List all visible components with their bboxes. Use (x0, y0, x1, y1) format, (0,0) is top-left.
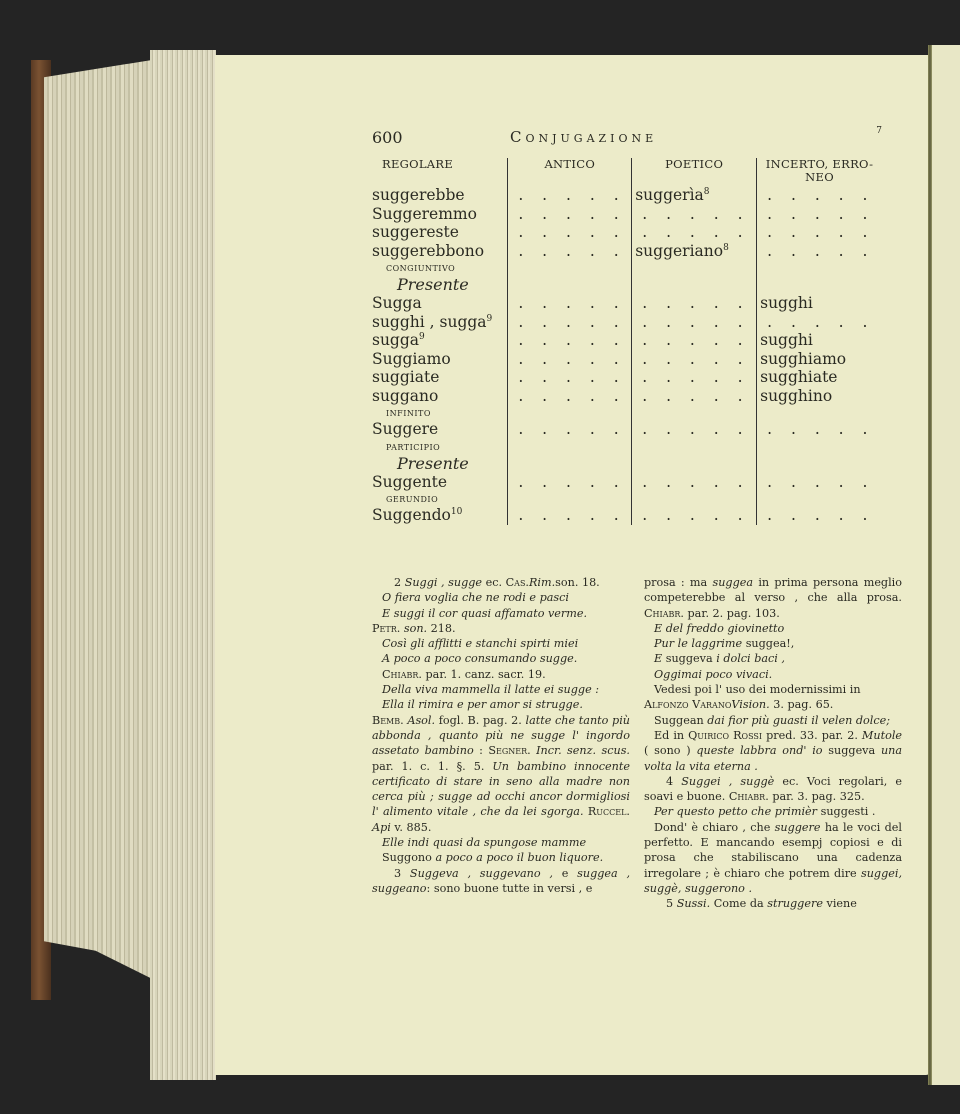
footnote-text: pred. 33. par. 2. (766, 728, 858, 742)
cell-incerto (757, 491, 882, 506)
cell-antico (508, 420, 632, 439)
empty-dots: . . . . . (642, 506, 743, 524)
author-ref: Chiabr. (728, 790, 769, 804)
footnote-text: Vedesi poi l' uso dei modernissimi in (654, 683, 861, 697)
footnote-term: Suggi , sugge (404, 576, 483, 589)
cell-poetico (632, 387, 757, 406)
column-header-poetico: POETICO (632, 158, 757, 186)
footnote-term: suggea , suggeano (372, 866, 631, 895)
empty-dots: . . . . . (767, 472, 868, 491)
empty-dots: . . . . . (518, 506, 619, 524)
empty-dots: . . . . . (518, 223, 619, 241)
cell-regolare (372, 223, 508, 242)
verb-form: suggeriano (635, 241, 724, 260)
footnote-text: par. 2. pag. 103. (687, 606, 780, 620)
verse-text: Pur le laggrime (654, 637, 743, 651)
footnote-2 (372, 575, 630, 590)
footnote-text: Dond' è chiaro , che (654, 820, 771, 834)
cell-antico (508, 205, 632, 224)
verb-form: Sugga (372, 294, 422, 312)
cell-incerto (757, 506, 882, 525)
verse-text: i dolci baci , (716, 652, 785, 666)
cell-incerto (757, 260, 882, 275)
running-title: Conjugazione (510, 128, 658, 146)
column-header-regolare: REGOLARE (382, 157, 454, 171)
cell-regolare (372, 294, 508, 313)
work-ref: Vision. (731, 698, 770, 712)
footnote-text: son. 18. (555, 576, 600, 589)
empty-dots: . . . . . (518, 386, 619, 405)
column-header-antico: ANTICO (508, 158, 632, 186)
cell-regolare (372, 186, 508, 205)
footnote-text (644, 820, 902, 896)
cell-regolare (372, 506, 508, 525)
author-ref: Chiabr. (644, 606, 684, 620)
empty-dots: . . . . . (518, 349, 619, 368)
table-row (372, 506, 882, 525)
empty-dots: . . . . . (642, 294, 743, 312)
verse-line (372, 850, 630, 865)
table-row (372, 420, 882, 439)
verse-line (644, 636, 902, 651)
empty-dots: . . . . . (518, 294, 619, 312)
cell-antico (508, 313, 632, 332)
footnote-5 (644, 896, 902, 911)
cell-antico (508, 294, 632, 313)
cell-incerto (757, 294, 882, 313)
author-ref: Alfonzo Varano (644, 698, 732, 712)
work-ref: Rim. (528, 576, 556, 589)
verb-form: participio (386, 439, 441, 453)
empty-dots: . . . . . (767, 186, 868, 204)
cell-regolare (372, 491, 508, 506)
cell-incerto (757, 439, 882, 454)
cell-poetico (632, 473, 757, 492)
cell-regolare (372, 387, 508, 406)
verb-form: sugghiate (760, 368, 838, 386)
table-row (372, 331, 882, 350)
footnote-ref: 9 (419, 332, 425, 342)
work-ref: Api (372, 820, 391, 834)
verse-line (644, 651, 902, 666)
verb-form: gerundio (386, 492, 439, 505)
cell-regolare (372, 454, 508, 473)
verse-word: suggea (745, 637, 787, 651)
cell-incerto (757, 223, 882, 242)
footnote-text: prosa : ma (644, 576, 708, 589)
verb-form: infinito (386, 406, 431, 419)
footnote-ref: 8 (723, 242, 729, 253)
citation (372, 621, 630, 636)
verse-line (644, 804, 902, 819)
cell-incerto (757, 242, 882, 261)
citation-paragraph (644, 728, 902, 774)
footnote-text: v. 885. (394, 820, 432, 834)
quotation: una volta la vita eterna . (644, 744, 903, 773)
table-row (372, 473, 882, 492)
verb-form: suggiate (372, 368, 440, 386)
cell-regolare (372, 405, 508, 420)
cell-regolare (372, 242, 508, 261)
cell-antico (508, 491, 632, 506)
empty-dots: . . . . . (642, 386, 743, 405)
cell-antico (508, 405, 632, 420)
footnote-term: suggei, suggè, suggerono . (644, 866, 903, 895)
verb-form: Suggiamo (372, 349, 451, 368)
footnote-text: Ed in (654, 728, 685, 742)
cell-antico (508, 439, 632, 454)
table-section-heading (372, 491, 882, 506)
cell-poetico (632, 350, 757, 369)
empty-dots: . . . . . (642, 349, 743, 368)
verb-form: Suggeremmo (372, 204, 477, 223)
verse-line: A poco a poco consumando sugge. (382, 652, 578, 666)
verse-line: Della viva mammella il latte ei sugge : (382, 683, 600, 697)
author-ref: Bemb. (372, 713, 404, 727)
author-ref: Ruccel. (587, 805, 630, 819)
table-row (372, 242, 882, 261)
page-mark: 7 (876, 126, 882, 136)
verse-text: Per questo petto che primièr (654, 805, 818, 819)
footnote-number: 4 (666, 774, 674, 788)
footnote-term: suggea (712, 576, 754, 589)
verb-form: suggano (372, 386, 439, 405)
verb-form: Presente (397, 453, 469, 473)
cell-antico (508, 260, 632, 275)
cell-antico (508, 223, 632, 242)
cell-poetico (632, 420, 757, 439)
footnote-text: e (561, 866, 569, 880)
cell-regolare (372, 420, 508, 439)
quotation: latte che tanto più abbonda , quanto più ne sugge l' ingordo assetato bambino (372, 713, 630, 758)
verb-form: suggereste (372, 223, 459, 241)
citation-paragraph (372, 713, 630, 835)
verb-form: Suggendo (372, 506, 451, 524)
empty-dots: . . . . . (518, 312, 619, 331)
verse-word: suggeva (665, 652, 713, 666)
footnote-text: ha le voci del perfetto. E mancando esempj copiosi e di prosa che stabiliscano una cadenza irregolare ; è chiaro che potrem dire (644, 820, 902, 880)
citation (644, 697, 902, 712)
empty-dots: . . . . . (518, 472, 619, 491)
cell-incerto (757, 350, 882, 369)
work-ref: Asol. (407, 713, 436, 727)
cell-incerto (757, 420, 882, 439)
table-row (372, 368, 882, 387)
footnotes (372, 575, 902, 912)
quotation: Un bambino innocente certificato di stare in seno alla madre non cerca più ; sugge ad occhi ancor dormigliosi l' alimento vitale , che da lei sgorga. (372, 759, 630, 819)
footnote-4 (644, 774, 902, 805)
cell-poetico (632, 506, 757, 525)
cell-antico (508, 506, 632, 525)
cell-regolare (372, 275, 508, 294)
verse-mark: !, (786, 637, 795, 651)
verse-word: Suggono (382, 851, 432, 865)
quotation: queste labbra ond' io (696, 744, 823, 758)
page-stack-inner (150, 50, 216, 1080)
verse-line: Così gli afflitti e stanchi spirti miei (382, 637, 579, 651)
table-body (372, 186, 882, 525)
cell-poetico (632, 242, 757, 261)
footnote-text: par. 1. c. 1. §. 5. (372, 759, 485, 773)
cell-poetico (632, 454, 757, 473)
footnote-number: 3 (394, 866, 402, 880)
author-ref: Petr. (372, 621, 401, 635)
footnote-text: ec. Voci regolari, e soavi e buone. (644, 774, 902, 804)
cell-incerto (757, 387, 882, 406)
cell-antico (508, 350, 632, 369)
cell-incerto (757, 331, 882, 350)
cell-regolare (372, 439, 508, 454)
table-subsection-heading (372, 275, 882, 294)
footnote-text: : (479, 744, 483, 758)
footnote-text: : sono buone tutte in versi , e (426, 881, 593, 895)
verse-line (644, 713, 902, 728)
empty-dots: . . . . . (767, 420, 868, 438)
empty-dots: . . . . . (767, 312, 868, 331)
empty-dots: . . . . . (642, 223, 743, 241)
cell-poetico (632, 439, 757, 454)
table-section-heading (372, 260, 882, 275)
cell-poetico (632, 186, 757, 205)
author-ref: Cas. (505, 576, 529, 589)
table-row (372, 205, 882, 224)
cell-incerto (757, 405, 882, 420)
verb-form: sugghino (760, 386, 833, 405)
cell-antico (508, 242, 632, 261)
work-ref: son. (403, 621, 428, 635)
verb-form: sugghi (760, 331, 813, 349)
empty-dots: . . . . . (767, 506, 868, 524)
cell-poetico (632, 331, 757, 350)
cell-incerto (757, 186, 882, 205)
footnote-text: Come da (713, 897, 764, 911)
empty-dots: . . . . . (642, 472, 743, 491)
footnote-term: Sussi. (676, 897, 711, 911)
verse-text: dai fior più guasti il velen dolce; (707, 713, 890, 727)
footnote-continuation (644, 575, 902, 621)
author-ref: Segner. (488, 744, 531, 758)
footnote-term: Suggei , suggè (681, 774, 775, 788)
footnote-term: Suggeva , suggevano , (409, 866, 553, 880)
cell-regolare (372, 331, 508, 350)
footnotes-left-column (372, 575, 630, 912)
cell-poetico (632, 313, 757, 332)
empty-dots: . . . . . (642, 420, 743, 438)
cell-incerto (757, 275, 882, 294)
empty-dots: . . . . . (518, 241, 619, 260)
footnote-ref: 9 (486, 313, 493, 324)
empty-dots: . . . . . (767, 223, 868, 241)
verse-line: E del freddo giovinetto (654, 621, 785, 635)
cell-poetico (632, 260, 757, 275)
footnote-ref: 8 (703, 187, 710, 197)
verse-text: a poco a poco il buon liquore. (435, 851, 604, 865)
footnote-number: 2 (394, 576, 402, 589)
cell-regolare (372, 473, 508, 492)
footnote-term: struggere (767, 897, 823, 911)
footnote-text: 3. pag. 65. (773, 698, 834, 712)
cell-antico (508, 275, 632, 294)
empty-dots: . . . . . (642, 312, 743, 331)
table-subsection-heading (372, 454, 882, 473)
verb-form: suggerìa (635, 186, 704, 204)
empty-dots: . . . . . (767, 204, 868, 223)
cell-antico (508, 331, 632, 350)
empty-dots: . . . . . (642, 204, 743, 223)
verb-form: sugga (372, 331, 420, 349)
cell-incerto (757, 473, 882, 492)
cell-poetico (632, 275, 757, 294)
table-section-heading (372, 405, 882, 420)
verse-line: Oggimai poco vivaci. (654, 667, 773, 681)
empty-dots: . . . . . (642, 368, 743, 386)
cell-antico (508, 186, 632, 205)
cell-regolare (372, 260, 508, 275)
cell-antico (508, 473, 632, 492)
footnote-term: suggere (774, 820, 821, 834)
table-header-row (372, 158, 882, 186)
cell-incerto (757, 368, 882, 387)
column-header-incerto: INCERTO, ERRO-NEO (757, 158, 882, 186)
verb-form: suggerebbono (372, 241, 485, 260)
cell-antico (508, 368, 632, 387)
cell-poetico (632, 491, 757, 506)
empty-dots: . . . . . (767, 241, 868, 260)
verb-form: suggerebbe (372, 186, 465, 204)
empty-dots: . . . . . (518, 368, 619, 386)
cell-regolare (372, 313, 508, 332)
footnote-text: par. 1. canz. sacr. 19. (425, 667, 546, 681)
cell-antico (508, 454, 632, 473)
footnote-3 (372, 866, 630, 897)
table-row (372, 223, 882, 242)
cell-poetico (632, 205, 757, 224)
table-row (372, 186, 882, 205)
conjugation-table (372, 158, 882, 525)
verse-line: Ella il rimira e per amor si strugge. (382, 698, 583, 712)
work-ref: Incr. senz. scus. (536, 744, 630, 758)
verse-line: Elle indi quasi da spungose mamme (382, 836, 587, 850)
empty-dots: . . . . . (518, 331, 619, 349)
verse-word: suggesti . (820, 805, 876, 819)
cell-poetico (632, 405, 757, 420)
table-row (372, 294, 882, 313)
cell-incerto (757, 313, 882, 332)
citation (372, 667, 630, 682)
verse-word: Suggean (654, 713, 704, 727)
empty-dots: . . . . . (518, 204, 619, 223)
cell-regolare (372, 205, 508, 224)
page-number: 600 (372, 128, 403, 147)
verse-text: E (654, 652, 663, 666)
author-ref: Chiabr. (382, 667, 422, 681)
verb-form: Suggente (372, 472, 448, 491)
verse-line: O fiera voglia che ne rodi e pasci (382, 591, 569, 605)
cell-regolare (372, 368, 508, 387)
verb-form: Presente (397, 275, 469, 294)
empty-dots: . . . . . (518, 420, 619, 438)
cell-incerto (757, 205, 882, 224)
page-content (372, 128, 882, 525)
footnote-text: suggeva (828, 744, 876, 758)
table-row (372, 350, 882, 369)
table-section-heading (372, 439, 882, 454)
cell-poetico (632, 368, 757, 387)
facing-page-edge (932, 45, 960, 1085)
footnote-text: par. 3. pag. 325. (772, 790, 865, 804)
footnote-text: ( sono ) (644, 744, 691, 758)
footnote-text: 218. (430, 621, 456, 635)
running-head (372, 128, 882, 150)
empty-dots: . . . . . (642, 331, 743, 349)
verb-form: sugghiamo (760, 349, 847, 368)
footnote-text: ec. (485, 576, 503, 589)
verb-form: Suggere (372, 420, 439, 438)
footnote-text: in prima persona meglio competerebbe al verso , che alla prosa. (644, 576, 902, 605)
verb-form: congiuntivo (386, 261, 456, 274)
table-row (372, 387, 882, 406)
cell-regolare (372, 350, 508, 369)
cell-poetico (632, 294, 757, 313)
verb-form: sugghi (760, 294, 813, 312)
quotation: Mutole (861, 728, 903, 742)
cell-poetico (632, 223, 757, 242)
verb-form: sugghi , sugga (372, 312, 487, 331)
verse-line: E suggi il cor quasi affamato verme. (382, 606, 588, 620)
footnotes-right-column (644, 575, 902, 912)
author-ref: Quirico Rossi (688, 728, 763, 742)
table-row (372, 313, 882, 332)
footnote-text: viene (826, 897, 857, 911)
footnote-text: fogl. B. pag. 2. (438, 713, 522, 727)
cell-antico (508, 387, 632, 406)
cell-incerto (757, 454, 882, 473)
empty-dots: . . . . . (518, 186, 619, 204)
footnote-ref: 10 (450, 507, 463, 517)
footnote-number: 5 (666, 897, 674, 911)
